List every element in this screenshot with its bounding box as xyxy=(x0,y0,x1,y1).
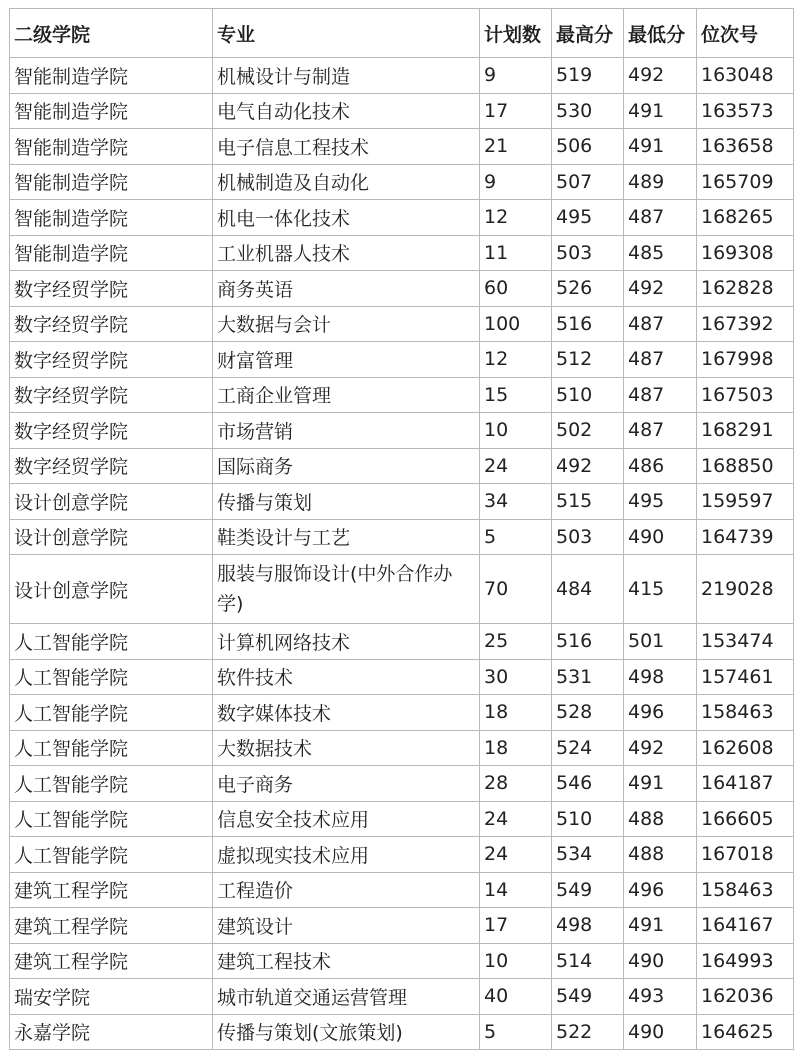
cell-college: 数字经贸学院 xyxy=(10,306,213,342)
cell-plan-count: 70 xyxy=(480,555,552,624)
cell-major: 工业机器人技术 xyxy=(213,235,480,271)
cell-college: 建筑工程学院 xyxy=(10,872,213,908)
header-major: 专业 xyxy=(213,9,480,58)
header-row xyxy=(10,9,794,58)
cell-plan-count: 34 xyxy=(480,484,552,520)
cell-max-score: 503 xyxy=(552,235,624,271)
cell-max-score: 506 xyxy=(552,129,624,165)
cell-major: 城市轨道交通运营管理 xyxy=(213,979,480,1015)
cell-college: 智能制造学院 xyxy=(10,129,213,165)
cell-rank: 162608 xyxy=(697,730,794,766)
cell-min-score: 498 xyxy=(624,659,697,695)
cell-max-score: 507 xyxy=(552,164,624,200)
cell-major: 传播与策划 xyxy=(213,484,480,520)
cell-max-score: 503 xyxy=(552,519,624,555)
cell-major: 大数据与会计 xyxy=(213,306,480,342)
cell-rank: 162036 xyxy=(697,979,794,1015)
cell-rank: 164625 xyxy=(697,1014,794,1050)
cell-rank: 219028 xyxy=(697,555,794,624)
cell-min-score: 486 xyxy=(624,448,697,484)
cell-max-score: 502 xyxy=(552,413,624,449)
table-row xyxy=(10,872,794,908)
cell-min-score: 491 xyxy=(624,129,697,165)
table-row xyxy=(10,129,794,165)
cell-plan-count: 17 xyxy=(480,93,552,129)
cell-plan-count: 40 xyxy=(480,979,552,1015)
cell-college: 建筑工程学院 xyxy=(10,943,213,979)
cell-rank: 168265 xyxy=(697,200,794,236)
table-row xyxy=(10,306,794,342)
table-row xyxy=(10,235,794,271)
cell-college: 智能制造学院 xyxy=(10,235,213,271)
cell-plan-count: 11 xyxy=(480,235,552,271)
table-row xyxy=(10,908,794,944)
cell-min-score: 415 xyxy=(624,555,697,624)
table-header xyxy=(10,9,794,58)
cell-college: 数字经贸学院 xyxy=(10,342,213,378)
cell-rank: 168291 xyxy=(697,413,794,449)
table-row xyxy=(10,837,794,873)
cell-min-score: 492 xyxy=(624,271,697,307)
cell-plan-count: 100 xyxy=(480,306,552,342)
cell-max-score: 484 xyxy=(552,555,624,624)
cell-plan-count: 30 xyxy=(480,659,552,695)
table-row xyxy=(10,58,794,94)
cell-major: 市场营销 xyxy=(213,413,480,449)
cell-min-score: 487 xyxy=(624,413,697,449)
cell-college: 数字经贸学院 xyxy=(10,413,213,449)
header-plan-count: 计划数 xyxy=(480,9,552,58)
table-row xyxy=(10,484,794,520)
cell-college: 人工智能学院 xyxy=(10,766,213,802)
cell-rank: 162828 xyxy=(697,271,794,307)
cell-rank: 167998 xyxy=(697,342,794,378)
table-row xyxy=(10,1014,794,1050)
cell-rank: 167018 xyxy=(697,837,794,873)
cell-major: 虚拟现实技术应用 xyxy=(213,837,480,873)
cell-college: 智能制造学院 xyxy=(10,200,213,236)
cell-plan-count: 18 xyxy=(480,730,552,766)
cell-plan-count: 17 xyxy=(480,908,552,944)
cell-max-score: 510 xyxy=(552,377,624,413)
cell-college: 数字经贸学院 xyxy=(10,448,213,484)
cell-major: 电子商务 xyxy=(213,766,480,802)
cell-plan-count: 12 xyxy=(480,342,552,378)
cell-rank: 166605 xyxy=(697,801,794,837)
table-row xyxy=(10,730,794,766)
table-row xyxy=(10,164,794,200)
cell-min-score: 491 xyxy=(624,93,697,129)
header-rank: 位次号 xyxy=(697,9,794,58)
cell-college: 设计创意学院 xyxy=(10,484,213,520)
cell-rank: 164167 xyxy=(697,908,794,944)
cell-max-score: 495 xyxy=(552,200,624,236)
table-row xyxy=(10,271,794,307)
cell-min-score: 490 xyxy=(624,1014,697,1050)
cell-min-score: 496 xyxy=(624,695,697,731)
cell-plan-count: 10 xyxy=(480,413,552,449)
cell-college: 智能制造学院 xyxy=(10,58,213,94)
cell-rank: 167392 xyxy=(697,306,794,342)
cell-rank: 163658 xyxy=(697,129,794,165)
table-body xyxy=(10,58,794,1050)
cell-major: 建筑工程技术 xyxy=(213,943,480,979)
cell-major: 商务英语 xyxy=(213,271,480,307)
cell-rank: 153474 xyxy=(697,624,794,660)
table-row xyxy=(10,377,794,413)
cell-plan-count: 60 xyxy=(480,271,552,307)
cell-rank: 158463 xyxy=(697,695,794,731)
table-row xyxy=(10,659,794,695)
cell-college: 人工智能学院 xyxy=(10,801,213,837)
cell-max-score: 522 xyxy=(552,1014,624,1050)
cell-min-score: 487 xyxy=(624,306,697,342)
cell-plan-count: 24 xyxy=(480,448,552,484)
cell-max-score: 531 xyxy=(552,659,624,695)
header-min-score: 最低分 xyxy=(624,9,697,58)
cell-major: 大数据技术 xyxy=(213,730,480,766)
header-max-score: 最高分 xyxy=(552,9,624,58)
cell-min-score: 496 xyxy=(624,872,697,908)
cell-major: 机电一体化技术 xyxy=(213,200,480,236)
cell-min-score: 488 xyxy=(624,837,697,873)
cell-college: 设计创意学院 xyxy=(10,519,213,555)
cell-min-score: 492 xyxy=(624,58,697,94)
cell-max-score: 530 xyxy=(552,93,624,129)
header-college: 二级学院 xyxy=(10,9,213,58)
cell-min-score: 487 xyxy=(624,342,697,378)
table-row xyxy=(10,801,794,837)
cell-rank: 164739 xyxy=(697,519,794,555)
cell-college: 人工智能学院 xyxy=(10,695,213,731)
cell-major: 工程造价 xyxy=(213,872,480,908)
cell-min-score: 495 xyxy=(624,484,697,520)
cell-max-score: 498 xyxy=(552,908,624,944)
table-row xyxy=(10,200,794,236)
cell-min-score: 490 xyxy=(624,519,697,555)
cell-college: 智能制造学院 xyxy=(10,164,213,200)
cell-plan-count: 9 xyxy=(480,164,552,200)
cell-plan-count: 14 xyxy=(480,872,552,908)
table-row xyxy=(10,979,794,1015)
table-row xyxy=(10,519,794,555)
cell-min-score: 501 xyxy=(624,624,697,660)
cell-min-score: 493 xyxy=(624,979,697,1015)
cell-major: 数字媒体技术 xyxy=(213,695,480,731)
cell-rank: 168850 xyxy=(697,448,794,484)
cell-college: 设计创意学院 xyxy=(10,555,213,624)
cell-rank: 164993 xyxy=(697,943,794,979)
cell-college: 建筑工程学院 xyxy=(10,908,213,944)
cell-major: 鞋类设计与工艺 xyxy=(213,519,480,555)
admission-score-table xyxy=(9,8,794,1050)
cell-major: 传播与策划(文旅策划) xyxy=(213,1014,480,1050)
cell-max-score: 546 xyxy=(552,766,624,802)
cell-major: 机械制造及自动化 xyxy=(213,164,480,200)
cell-college: 永嘉学院 xyxy=(10,1014,213,1050)
cell-major: 软件技术 xyxy=(213,659,480,695)
cell-plan-count: 10 xyxy=(480,943,552,979)
cell-min-score: 487 xyxy=(624,377,697,413)
cell-max-score: 528 xyxy=(552,695,624,731)
cell-min-score: 488 xyxy=(624,801,697,837)
cell-max-score: 514 xyxy=(552,943,624,979)
cell-rank: 169308 xyxy=(697,235,794,271)
table-row xyxy=(10,448,794,484)
cell-major: 机械设计与制造 xyxy=(213,58,480,94)
cell-min-score: 489 xyxy=(624,164,697,200)
cell-rank: 158463 xyxy=(697,872,794,908)
cell-min-score: 491 xyxy=(624,766,697,802)
table-row xyxy=(10,555,794,624)
cell-min-score: 485 xyxy=(624,235,697,271)
cell-max-score: 519 xyxy=(552,58,624,94)
cell-plan-count: 15 xyxy=(480,377,552,413)
cell-college: 智能制造学院 xyxy=(10,93,213,129)
cell-max-score: 510 xyxy=(552,801,624,837)
cell-college: 数字经贸学院 xyxy=(10,377,213,413)
cell-min-score: 490 xyxy=(624,943,697,979)
cell-college: 人工智能学院 xyxy=(10,624,213,660)
cell-rank: 157461 xyxy=(697,659,794,695)
cell-rank: 164187 xyxy=(697,766,794,802)
cell-rank: 163048 xyxy=(697,58,794,94)
cell-major: 服装与服饰设计(中外合作办学) xyxy=(213,555,480,624)
table-row xyxy=(10,766,794,802)
cell-major: 电气自动化技术 xyxy=(213,93,480,129)
cell-max-score: 515 xyxy=(552,484,624,520)
cell-max-score: 549 xyxy=(552,872,624,908)
cell-major: 计算机网络技术 xyxy=(213,624,480,660)
cell-min-score: 491 xyxy=(624,908,697,944)
cell-plan-count: 25 xyxy=(480,624,552,660)
table-row xyxy=(10,695,794,731)
cell-min-score: 492 xyxy=(624,730,697,766)
cell-college: 瑞安学院 xyxy=(10,979,213,1015)
table-row xyxy=(10,943,794,979)
table-row xyxy=(10,413,794,449)
cell-plan-count: 28 xyxy=(480,766,552,802)
cell-plan-count: 24 xyxy=(480,801,552,837)
cell-college: 人工智能学院 xyxy=(10,837,213,873)
table-row xyxy=(10,624,794,660)
cell-max-score: 524 xyxy=(552,730,624,766)
cell-plan-count: 24 xyxy=(480,837,552,873)
cell-rank: 163573 xyxy=(697,93,794,129)
cell-college: 人工智能学院 xyxy=(10,730,213,766)
cell-rank: 165709 xyxy=(697,164,794,200)
cell-max-score: 526 xyxy=(552,271,624,307)
cell-plan-count: 5 xyxy=(480,1014,552,1050)
cell-max-score: 516 xyxy=(552,624,624,660)
cell-major: 信息安全技术应用 xyxy=(213,801,480,837)
cell-plan-count: 5 xyxy=(480,519,552,555)
cell-rank: 167503 xyxy=(697,377,794,413)
table-row xyxy=(10,93,794,129)
cell-major: 工商企业管理 xyxy=(213,377,480,413)
cell-college: 数字经贸学院 xyxy=(10,271,213,307)
cell-major: 建筑设计 xyxy=(213,908,480,944)
cell-plan-count: 9 xyxy=(480,58,552,94)
cell-max-score: 534 xyxy=(552,837,624,873)
cell-plan-count: 18 xyxy=(480,695,552,731)
cell-plan-count: 12 xyxy=(480,200,552,236)
cell-college: 人工智能学院 xyxy=(10,659,213,695)
cell-max-score: 549 xyxy=(552,979,624,1015)
cell-major: 电子信息工程技术 xyxy=(213,129,480,165)
cell-major: 财富管理 xyxy=(213,342,480,378)
cell-major: 国际商务 xyxy=(213,448,480,484)
cell-max-score: 512 xyxy=(552,342,624,378)
cell-max-score: 492 xyxy=(552,448,624,484)
cell-plan-count: 21 xyxy=(480,129,552,165)
cell-min-score: 487 xyxy=(624,200,697,236)
table-row xyxy=(10,342,794,378)
cell-rank: 159597 xyxy=(697,484,794,520)
cell-max-score: 516 xyxy=(552,306,624,342)
